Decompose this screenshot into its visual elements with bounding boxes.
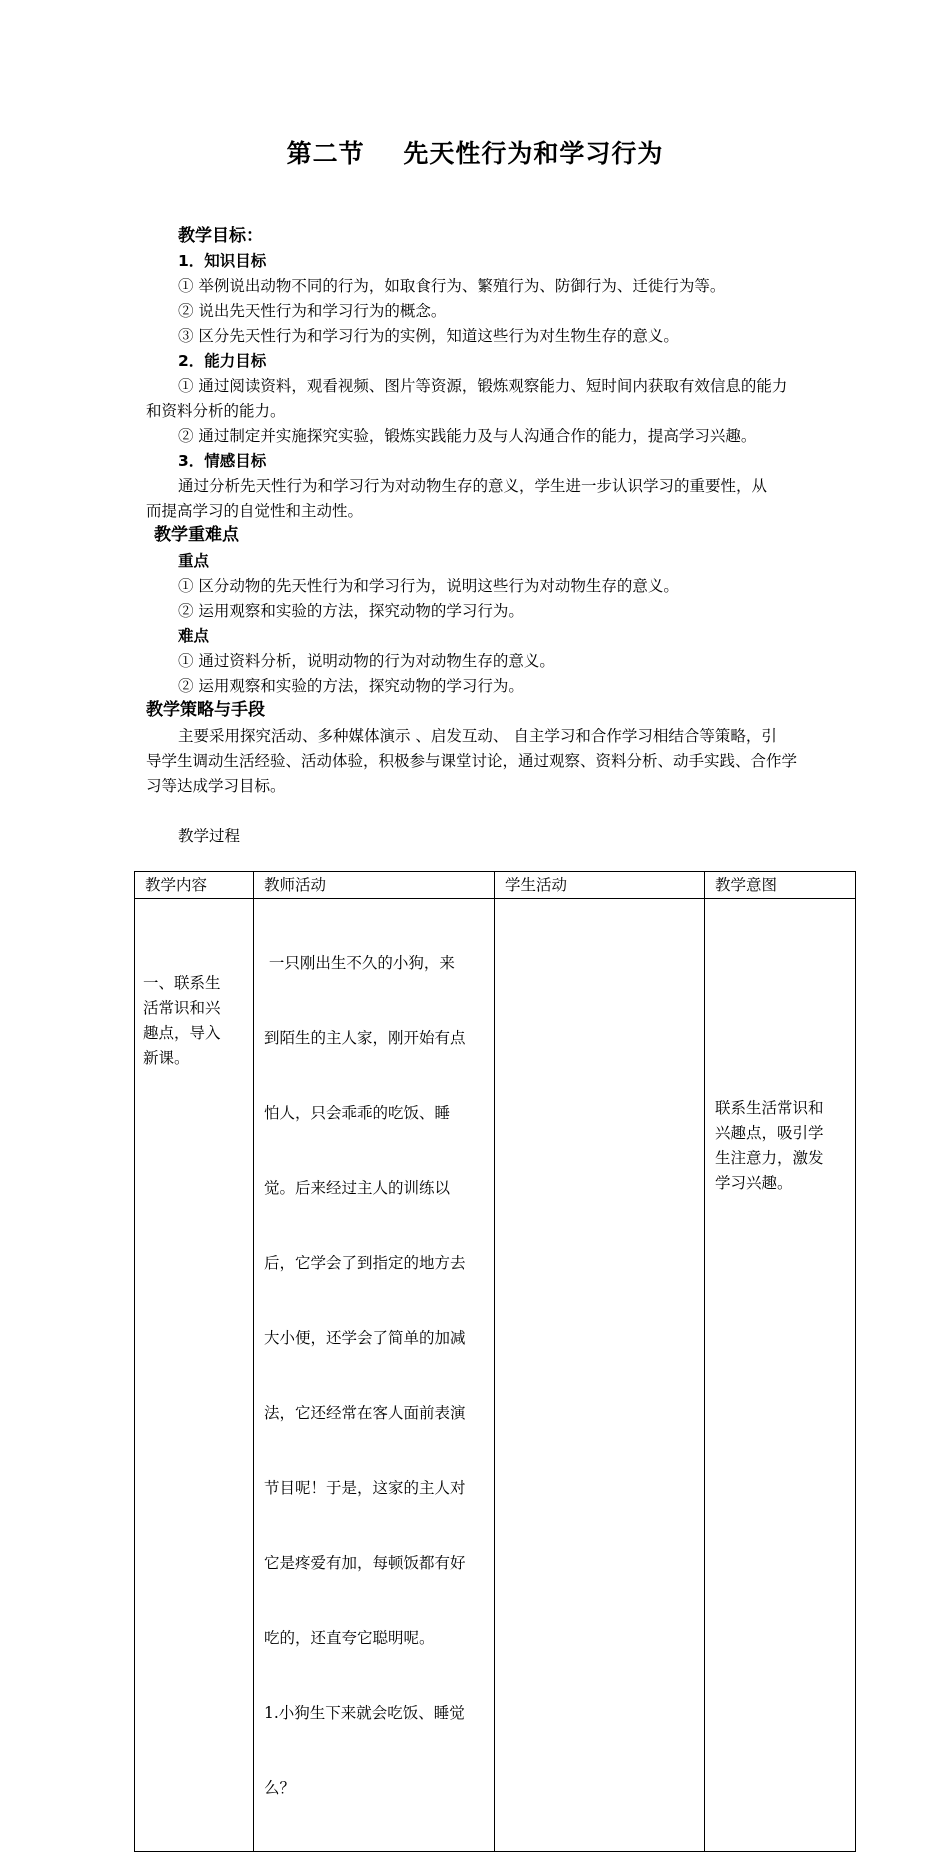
teacher-line: 节目呢！于是，这家的主人对: [264, 1479, 466, 1497]
header-content: 教学内容: [135, 872, 254, 899]
strategy-line-2: 导学生调动生活经验、活动体验，积极参与课堂讨论，通过观察、资料分析、动手实践、合作学: [146, 752, 798, 770]
focus-heading: 重点: [178, 552, 210, 570]
teacher-line: 么？: [264, 1779, 296, 1797]
teacher-line: 一只刚出生不久的小狗，来: [264, 954, 455, 972]
key-points-heading: 教学重难点: [154, 525, 239, 545]
intent-line: 联系生活常识和: [715, 1099, 824, 1117]
intent-cell: [705, 899, 856, 1852]
teacher-cell: [254, 899, 495, 1852]
emotion-item-1: 通过分析先天性行为和学习行为对动物生存的意义，学生进一步认识学习的重要性，从: [178, 477, 768, 495]
intent-line: 学习兴趣。: [715, 1174, 793, 1192]
objectives-heading: 教学目标：: [178, 226, 263, 246]
difficulty-item-1: ① 通过资料分析，说明动物的行为对动物生存的意义。: [178, 652, 555, 670]
focus-item-1: ① 区分动物的先天性行为和学习行为，说明这些行为对动物生存的意义。: [178, 577, 679, 595]
content-line: 新课。: [143, 1049, 190, 1067]
knowledge-item-3: ③ 区分先天性行为和学习行为的实例，知道这些行为对生物生存的意义。: [178, 327, 679, 345]
teacher-line: 它是疼爱有加，每顿饭都有好: [264, 1554, 466, 1572]
process-label: 教学过程: [178, 827, 241, 845]
teacher-line: 吃的，还直夸它聪明呢。: [264, 1629, 435, 1647]
teacher-line: 觉。后来经过主人的训练以: [264, 1179, 451, 1197]
content-line: 活常识和兴: [143, 999, 221, 1017]
ability-item-1-cont: 和资料分析的能力。: [146, 402, 286, 420]
strategy-heading: 教学策略与手段: [146, 700, 265, 720]
teacher-line: 怕人，只会乖乖的吃饭、睡: [264, 1104, 451, 1122]
ability-heading: 2．能力目标: [178, 352, 267, 370]
ability-item-2: ② 通过制定并实施探究实验，锻炼实践能力及与人沟通合作的能力，提高学习兴趣。: [178, 427, 757, 445]
knowledge-item-1: ① 举例说出动物不同的行为，如取食行为、繁殖行为、防御行为、迁徙行为等。: [178, 277, 726, 295]
table-header-row: [135, 872, 856, 899]
content-line: 趣点，导入: [143, 1024, 221, 1042]
teacher-line: 法，它还经常在客人面前表演: [264, 1404, 466, 1422]
strategy-line-1: 主要采用探究活动、多种媒体演示 、启发互动、 自主学习和合作学习相结合等策略，引: [178, 727, 777, 745]
emotion-item-1-cont: 而提高学习的自觉性和主动性。: [146, 502, 364, 520]
knowledge-heading: 1．知识目标: [178, 252, 267, 270]
difficulty-item-2: ② 运用观察和实验的方法，探究动物的学习行为。: [178, 677, 524, 695]
page-title: 第二节 先天性行为和学习行为: [286, 139, 664, 168]
teacher-line: 到陌生的主人家，刚开始有点: [264, 1029, 466, 1047]
ability-item-1: ① 通过阅读资料，观看视频、图片等资源，锻炼观察能力、短时间内获取有效信息的能力: [178, 377, 788, 395]
header-student: 学生活动: [495, 872, 705, 899]
table-row: [135, 899, 856, 1852]
teacher-line: 1.小狗生下来就会吃饭、睡觉: [264, 1704, 465, 1722]
focus-item-2: ② 运用观察和实验的方法，探究动物的学习行为。: [178, 602, 524, 620]
intent-line: 生注意力，激发: [715, 1149, 824, 1167]
difficulty-heading: 难点: [178, 627, 210, 645]
strategy-line-3: 习等达成学习目标。: [146, 777, 286, 795]
teacher-line: 大小便，还学会了简单的加减: [264, 1329, 466, 1347]
emotion-heading: 3．情感目标: [178, 452, 267, 470]
content-cell: [135, 899, 254, 1852]
process-table: [134, 871, 856, 1852]
student-cell: [495, 899, 705, 1852]
intent-line: 兴趣点，吸引学: [715, 1124, 824, 1142]
header-intent: 教学意图: [705, 872, 856, 899]
knowledge-item-2: ② 说出先天性行为和学习行为的概念。: [178, 302, 447, 320]
teacher-line: 后，它学会了到指定的地方去: [264, 1254, 466, 1272]
content-line: 一、联系生: [143, 974, 221, 992]
header-teacher: 教师活动: [254, 872, 495, 899]
